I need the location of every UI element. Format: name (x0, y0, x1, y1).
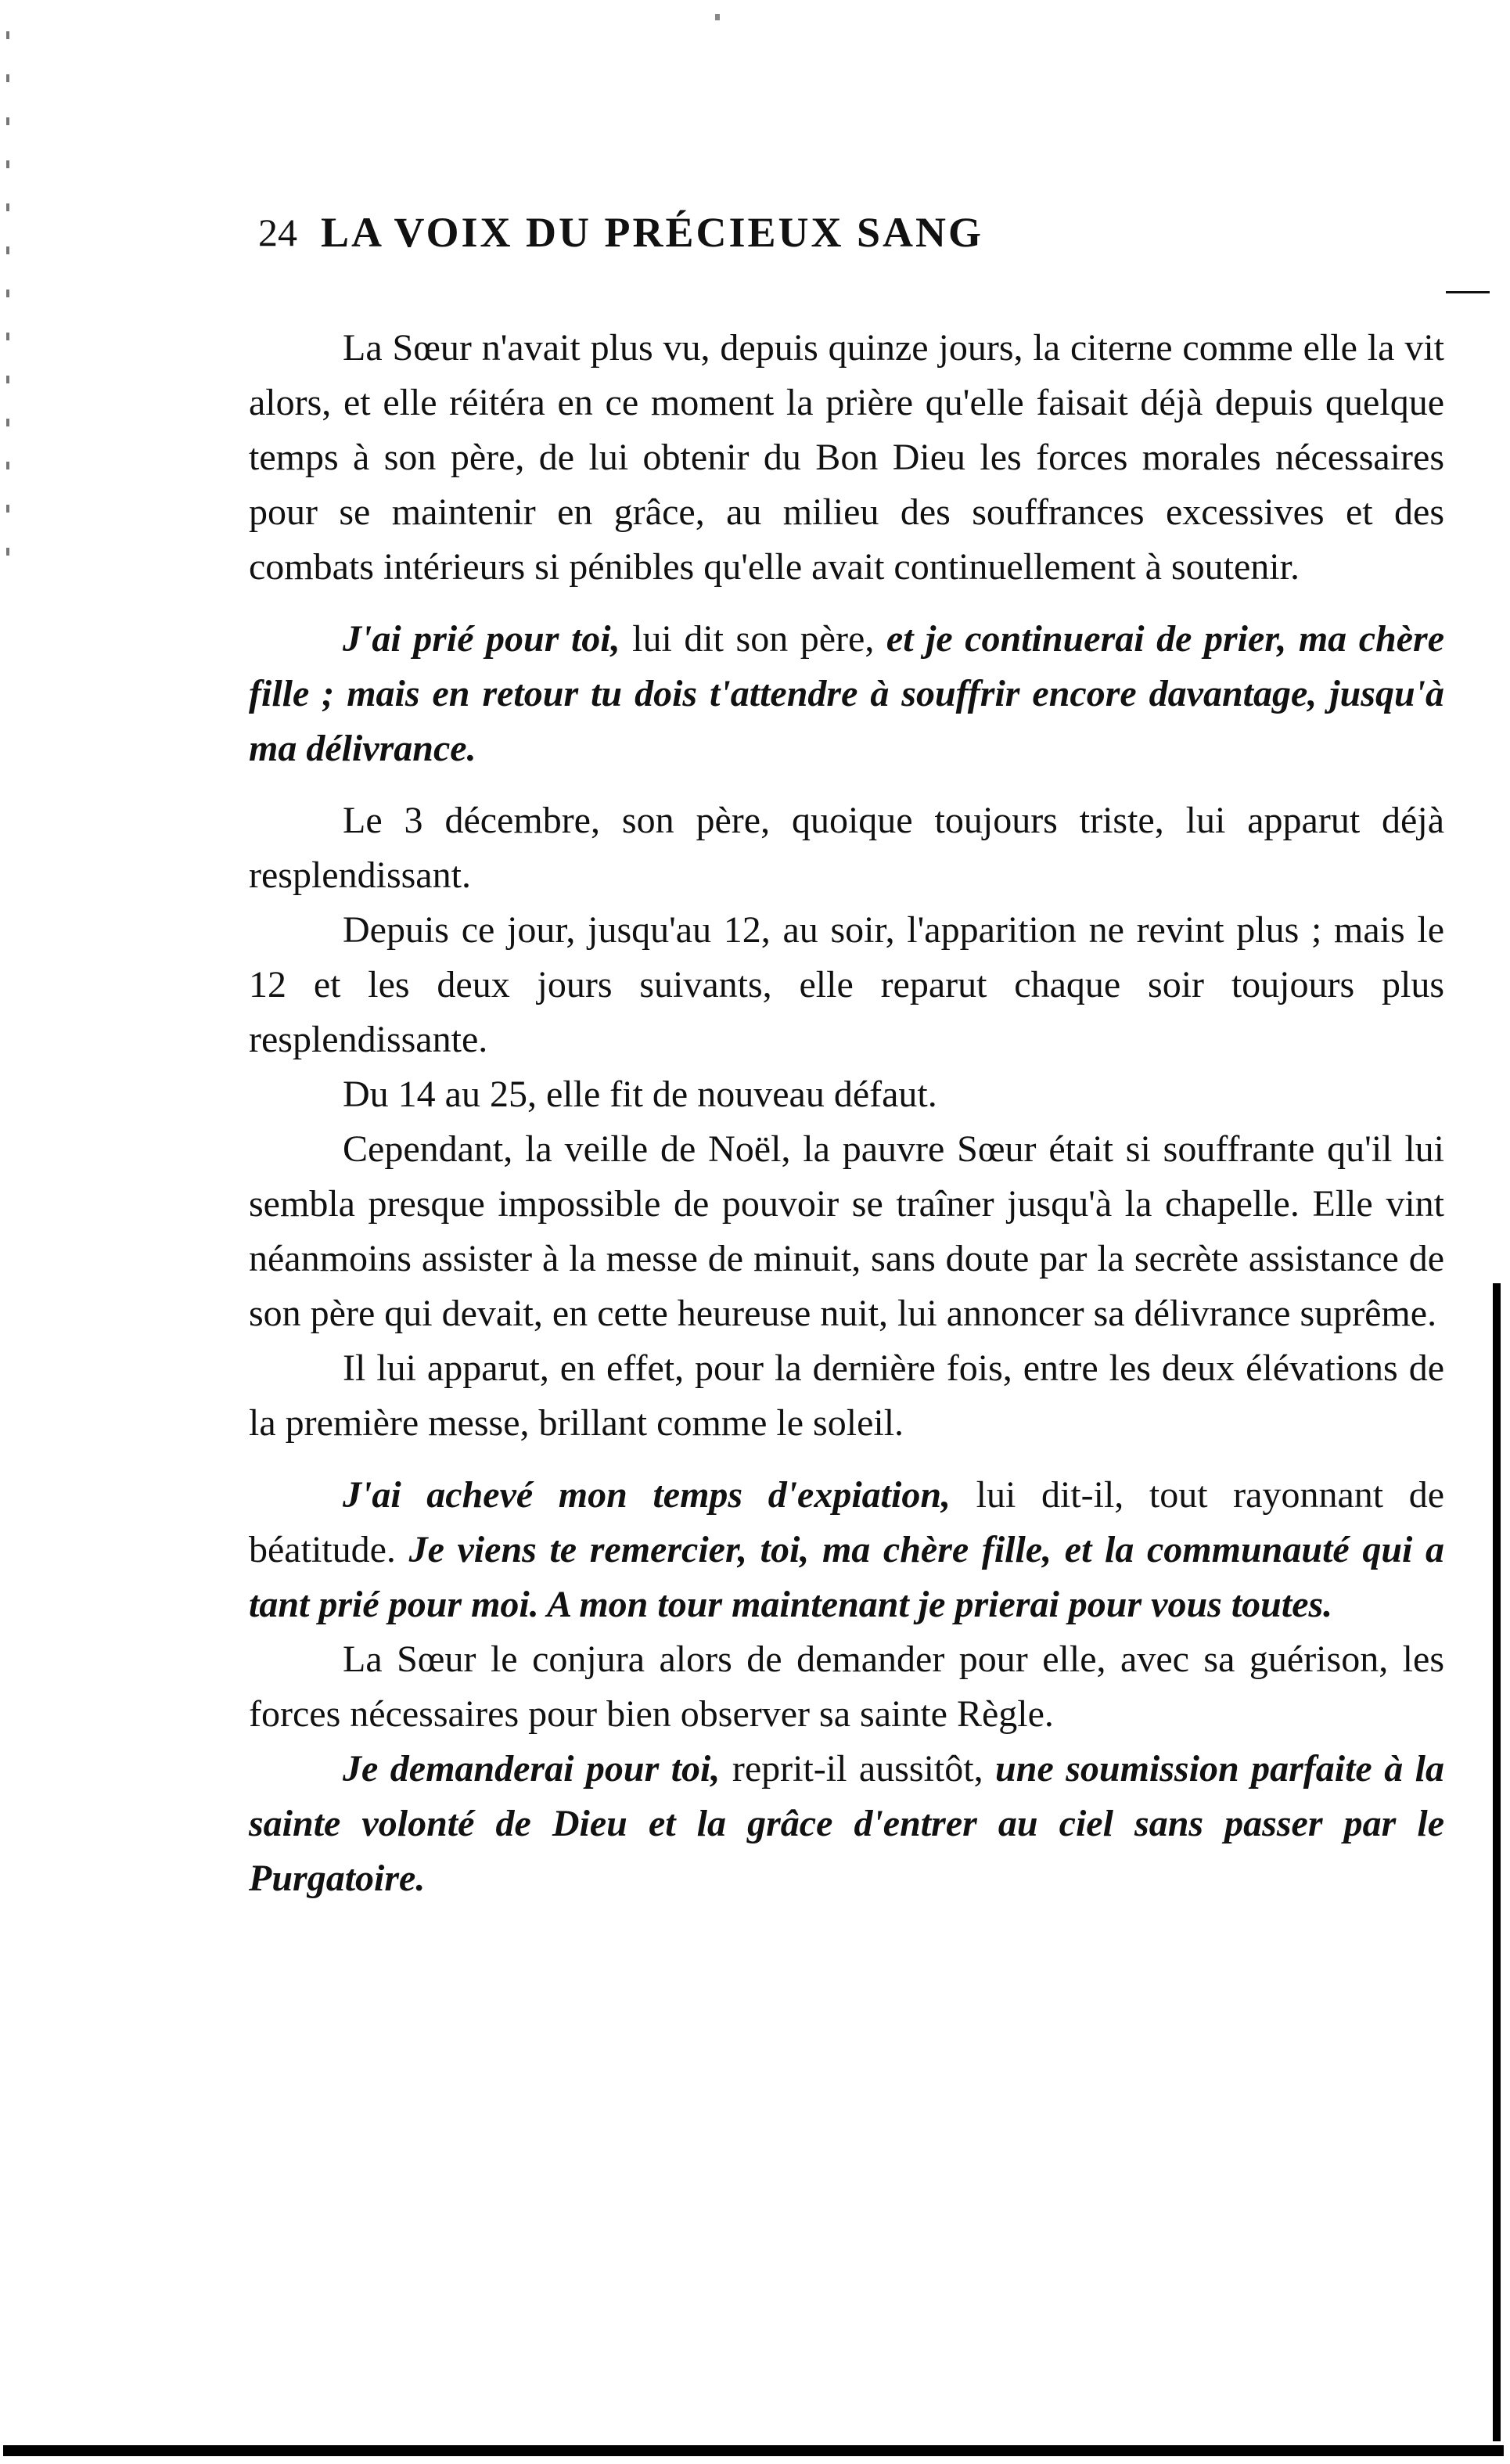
paragraph-2 (249, 612, 1444, 776)
narration: lui dit son père, (620, 618, 886, 660)
page-edge-bottom (3, 2445, 1504, 2456)
narration: reprit-il aussitôt, (720, 1748, 996, 1790)
paragraph-8 (249, 1468, 1444, 1632)
body-text (249, 321, 1444, 1906)
paragraph-4: Depuis ce jour, jusqu'au 12, au soir, l'apparition ne revint plus ; mais le 12 et les deux jours suivants, elle reparut chaque soir toujours plus resplendissante. (249, 909, 1444, 1060)
quote-italic: une soumission parfaite à la sainte volonté de Dieu et la grâce d'entrer au ciel sans passer par le Purgatoire. (249, 1748, 1444, 1899)
paragraph-3: Le 3 décembre, son père, quoique toujours triste, lui apparut déjà resplendissant. (249, 800, 1444, 896)
quote-italic: et je continuerai de prier, ma chère fille ; mais en retour tu dois t'attendre à souffrir encore davantage, jusqu'à ma délivrance. (249, 618, 1444, 769)
scan-edge-marks (6, 0, 17, 595)
paragraph-5: Du 14 au 25, elle fit de nouveau défaut. (343, 1074, 937, 1115)
quote-italic: J'ai achevé mon temps d'expiation, (343, 1474, 951, 1516)
page-number: 24 (258, 210, 297, 254)
paragraph-7: Il lui apparut, en effet, pour la dernière fois, entre les deux élévations de la première messe, brillant comme le soleil. (249, 1347, 1444, 1444)
paragraph-10 (249, 1742, 1444, 1906)
quote-italic: Je viens te remercier, toi, ma chère fille, et la communauté qui a tant prié pour moi. A mon tour maintenant je prierai pour vous toutes. (249, 1529, 1445, 1625)
paragraph-9: La Sœur le conjura alors de demander pour elle, avec sa guérison, les forces nécessaires pour bien observer sa sainte Règle. (249, 1638, 1444, 1735)
paragraph-1: La Sœur n'avait plus vu, depuis quinze jours, la citerne comme elle la vit alors, et elle réitéra en ce moment la prière qu'elle faisait déjà depuis quelque temps à son père, de lui obtenir du Bon Dieu les forces morales nécessaires pour se maintenir en grâce, au milieu des souffrances excessives et des combats intérieurs si pénibles qu'elle avait continuellement à soutenir. (249, 327, 1444, 588)
scan-speck (715, 14, 720, 20)
quote-italic: Je demanderai pour toi, (343, 1748, 721, 1790)
page-edge-right (1493, 1283, 1501, 2441)
header-rule (1446, 291, 1490, 293)
narration: lui dit-il, tout rayonnant de béatitude. (249, 1474, 1445, 1570)
page-header (258, 205, 1416, 260)
quote-italic: J'ai prié pour toi, (343, 618, 620, 660)
paragraph-6: Cependant, la veille de Noël, la pauvre Sœur était si souffrante qu'il lui sembla presque impossible de pouvoir se traîner jusqu'à la chapelle. Elle vint néanmoins assister à la messe de minuit, sans doute par la secrète assistance de son père qui devait, en cette heureuse nuit, lui annoncer sa délivrance suprême. (249, 1128, 1444, 1334)
running-title: LA VOIX DU PRÉCIEUX SANG (321, 209, 984, 256)
